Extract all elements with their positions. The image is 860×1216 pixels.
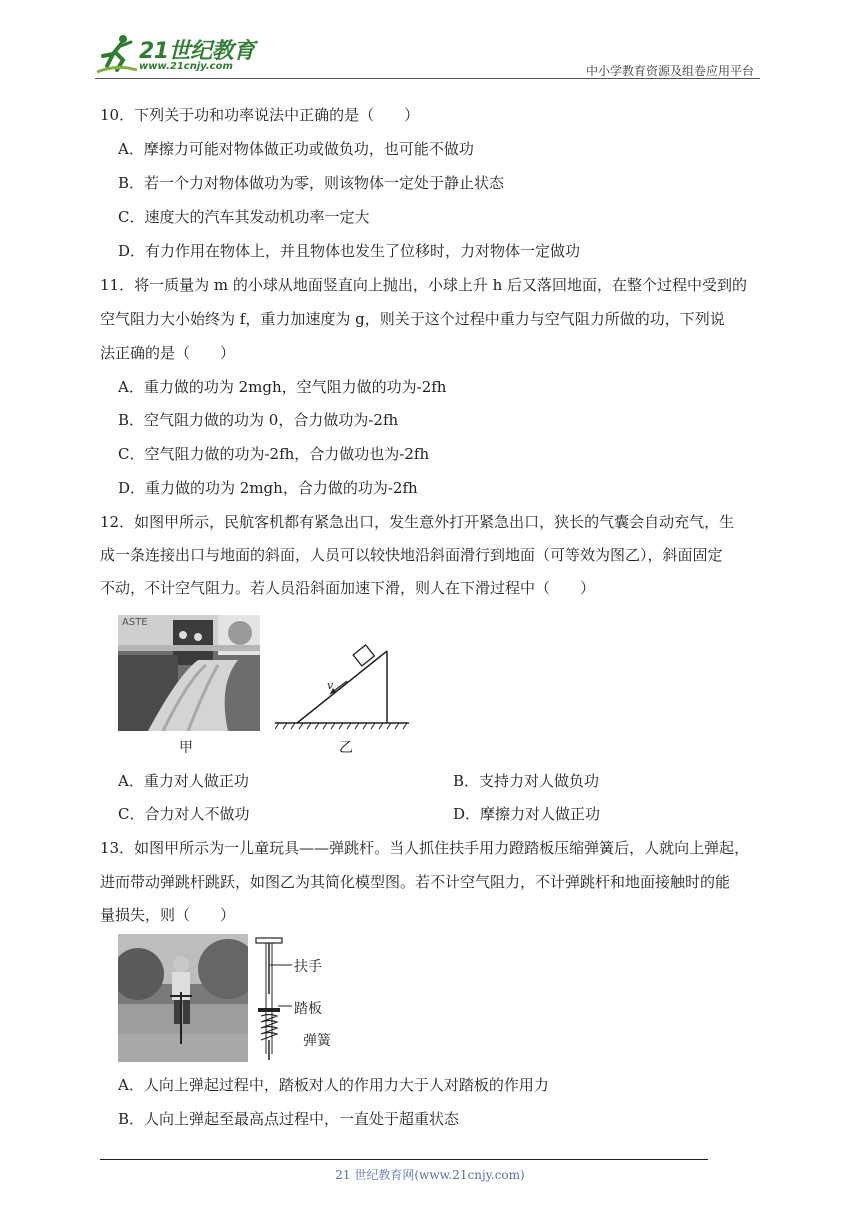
question-13-option-a: A．人向上弹起过程中，踏板对人的作用力大于人对踏板的作用力	[118, 1076, 549, 1094]
label-leader-lines	[270, 960, 310, 1020]
question-10-stem: 10．下列关于功和功率说法中正确的是（ ）	[100, 106, 420, 124]
question-13-line-3: 量损失，则（ ）	[100, 906, 236, 924]
page-header	[95, 32, 760, 80]
header-divider	[95, 78, 760, 79]
question-10-option-a: A．摩擦力可能对物体做正功或做负功，也可能不做功	[118, 140, 474, 158]
question-11-line-1: 11．将一质量为 m 的小球从地面竖直向上抛出，小球上升 h 后又落回地面，在整个过程中受到的	[100, 276, 748, 294]
logo-url: www.21cnjy.com	[139, 61, 233, 72]
question-12-option-a: A．重力对人做正功	[118, 772, 249, 790]
question-12-option-c: C．合力对人不做功	[118, 805, 250, 823]
question-11-line-2: 空气阻力大小始终为 f，重力加速度为 g，则关于这个过程中重力与空气阻力所做的功，下列说	[100, 310, 725, 328]
incline-diagram	[275, 643, 415, 733]
question-13-line-2: 进而带动弹跳杆跳跃，如图乙为其简化模型图。若不计空气阻力，不计弹跳杆和地面接触时的能	[100, 873, 731, 891]
question-11-option-d: D．重力做的功为 2mgh，合力做的功为-2fh	[118, 479, 418, 497]
question-11-line-3: 法正确的是（ ）	[100, 344, 236, 362]
figure-caption-jia: 甲	[179, 740, 193, 756]
pogo-stick-photo	[118, 934, 248, 1062]
question-12-option-d: D．摩擦力对人做正功	[453, 805, 601, 823]
question-12-option-b: B．支持力对人做负功	[453, 772, 600, 790]
label-pedal: 踏板	[294, 1001, 322, 1017]
question-12-line-1: 12．如图甲所示，民航客机都有紧急出口，发生意外打开紧急出口，狭长的气囊会自动充气，生	[100, 513, 735, 531]
question-13-line-1: 13．如图甲所示为一儿童玩具——弹跳杆。当人抓住扶手用力蹬踏板压缩弹簧后，人就向上弹起，	[100, 839, 750, 857]
question-13-option-b: B．人向上弹起至最高点过程中，一直处于超重状态	[118, 1110, 460, 1128]
question-11-option-a: A．重力做的功为 2mgh，空气阻力做的功为-2fh	[118, 378, 447, 396]
question-11-option-b: B．空气阻力做的功为 0，合力做功为-2fh	[118, 411, 399, 429]
velocity-label: v	[327, 679, 334, 692]
question-11-option-c: C．空气阻力做的功为-2fh，合力做功也为-2fh	[118, 445, 430, 463]
label-handle: 扶手	[294, 959, 322, 975]
question-10-option-b: B．若一个力对物体做功为零，则该物体一定处于静止状态	[118, 174, 505, 192]
header-platform-text: 中小学教育资源及组卷应用平台	[585, 64, 754, 78]
figure-caption-yi: 乙	[339, 740, 353, 756]
site-logo[interactable]	[95, 32, 265, 76]
label-spring: 弹簧	[303, 1033, 331, 1049]
footer-divider	[100, 1159, 708, 1160]
question-10-option-d: D．有力作用在物体上，并且物体也发生了位移时，力对物体一定做功	[118, 242, 581, 260]
footer-site-link[interactable]: 21 世纪教育网(www.21cnjy.com)	[335, 1168, 525, 1182]
question-12-line-3: 不动，不计空气阻力。若人员沿斜面加速下滑，则人在下滑过程中（ ）	[100, 579, 596, 597]
runner-logo-icon	[95, 32, 139, 76]
evacuation-slide-photo	[118, 615, 260, 731]
question-10-option-c: C．速度大的汽车其发动机功率一定大	[118, 208, 370, 226]
question-12-line-2: 成一条连接出口与地面的斜面，人员可以较快地沿斜面滑行到地面（可等效为图乙），斜面固定	[100, 546, 723, 564]
logo-text: 21世纪教育	[139, 39, 255, 64]
photo-airline-text: ASTE	[122, 617, 148, 628]
